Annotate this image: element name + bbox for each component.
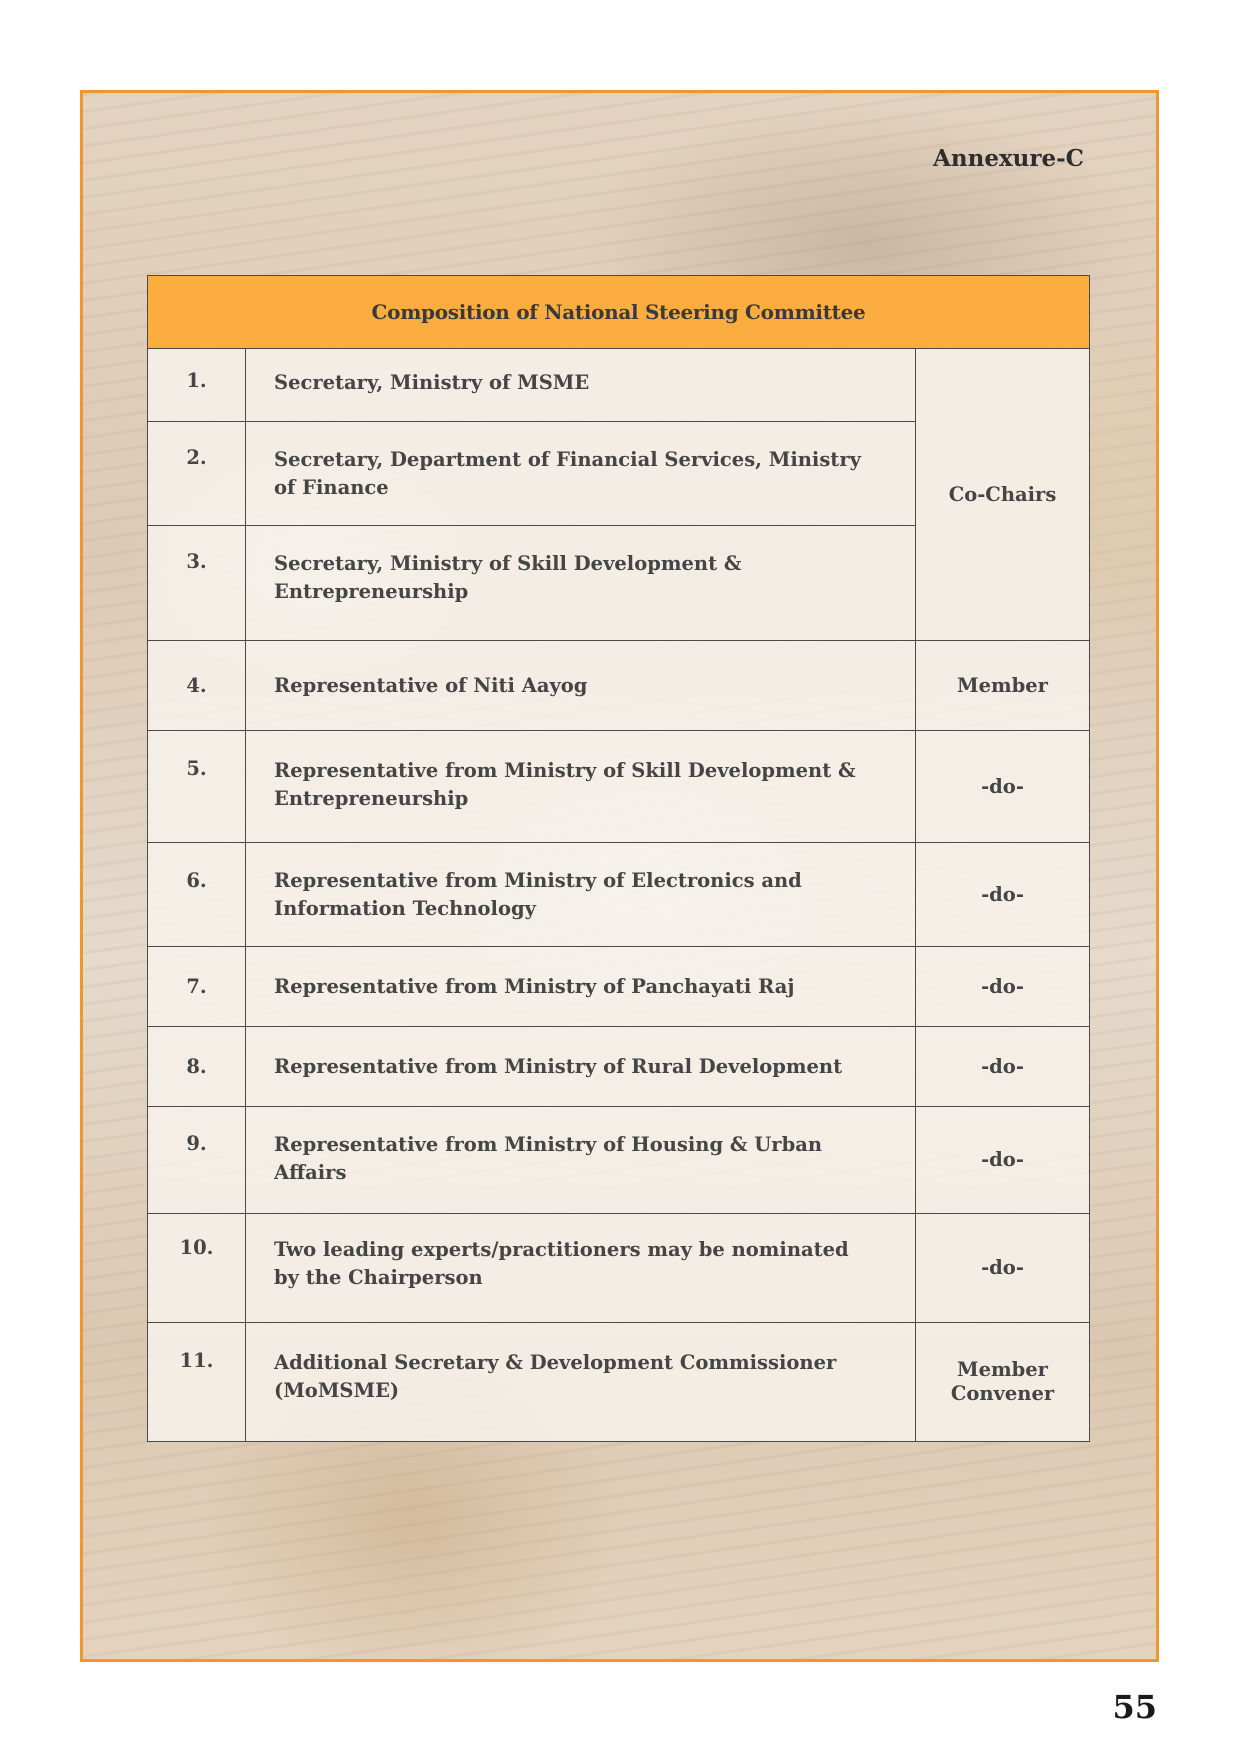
row-number: 1. [148,349,246,422]
row-role: -do- [916,731,1090,843]
role-line-1: Member [957,1358,1048,1381]
row-number: 2. [148,422,246,526]
annexure-label: Annexure-C [933,145,1084,172]
committee-table [147,275,1090,1442]
table-row [148,843,1090,947]
table-row [148,1107,1090,1214]
row-description: Representative from Ministry of Panchayati Raj [246,947,916,1027]
row-description: Representative of Niti Aayog [246,641,916,731]
table-header-row [148,276,1090,349]
row-number: 4. [148,641,246,731]
row-description: Secretary, Ministry of MSME [246,349,916,422]
table-row [148,349,1090,422]
row-number: 3. [148,526,246,641]
row-description: Representative from Ministry of Skill Development & Entrepreneurship [246,731,916,843]
row-description: Representative from Ministry of Housing & Urban Affairs [246,1107,916,1214]
table-row [148,1027,1090,1107]
row-role: -do- [916,1027,1090,1107]
row-number: 10. [148,1214,246,1323]
row-role: -do- [916,947,1090,1027]
page-frame [80,90,1159,1662]
table-row [148,1323,1090,1442]
row-number: 7. [148,947,246,1027]
row-role: -do- [916,1214,1090,1323]
table-row [148,947,1090,1027]
row-number: 11. [148,1323,246,1442]
row-description: Representative from Ministry of Rural Development [246,1027,916,1107]
row-role: Member [916,641,1090,731]
row-role-co-chairs: Co-Chairs [916,349,1090,641]
page-number: 55 [1112,1688,1157,1726]
row-role-member-convener [916,1323,1090,1442]
row-number: 9. [148,1107,246,1214]
table-row [148,1214,1090,1323]
row-number: 5. [148,731,246,843]
row-description: Two leading experts/practitioners may be nominated by the Chairperson [246,1214,916,1323]
table-row [148,641,1090,731]
row-description: Representative from Ministry of Electronics and Information Technology [246,843,916,947]
table-title: Composition of National Steering Committee [148,276,1090,349]
row-description: Secretary, Ministry of Skill Development & Entrepreneurship [246,526,916,641]
row-role: -do- [916,843,1090,947]
table-row [148,731,1090,843]
row-description: Secretary, Department of Financial Services, Ministry of Finance [246,422,916,526]
row-description: Additional Secretary & Development Commissioner (MoMSME) [246,1323,916,1442]
row-number: 8. [148,1027,246,1107]
role-line-2: Convener [950,1382,1055,1405]
row-role: -do- [916,1107,1090,1214]
row-number: 6. [148,843,246,947]
